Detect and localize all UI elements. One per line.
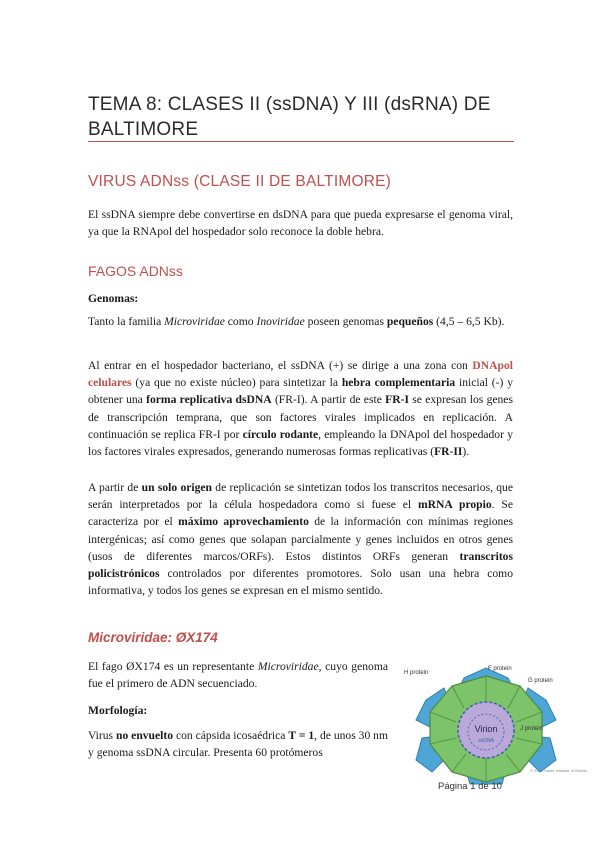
intro-paragraph: El ssDNA siempre debe convertirse en dsDNA para que pueda expresarse el genoma viral, ya que la RNApol del hospedador solo reconoce la doble hebra.	[88, 208, 513, 239]
section-heading-microviridae: Microviridae: ØX174	[88, 630, 218, 645]
morfologia-paragraph: Virus no envuelto con cápsida icosaédrica T = 1, de unos 30 nm y genoma ssDNA circular. Presenta 60 protómeros	[88, 729, 388, 760]
h-protein-label: H protein	[404, 670, 429, 676]
genomas-paragraph-1: Tanto la familia Microviridae como Inoviridae poseen genomas pequeños (4,5 – 6,5 Kb).	[88, 315, 505, 328]
genomas-paragraph-2: Al entrar en el hospedador bacteriano, el ssDNA (+) se dirige a una zona con DNApol celulares (ya que no existe núcleo) para sintetizar la hebra complementaria inicial (-) y obtener una forma replicativa dsDNA (FR-I). A partir de este FR-I se expresan los genes de transcripción temprana, que son factores virales implicados en replicación. A continuación se replica FR-I por círculo rodante, empleando la DNApol del hospedador y los factores virales expresados, generando numerosas formas replicativas (FR-II).	[88, 359, 513, 459]
ssdna-label: ssDNA	[478, 738, 494, 744]
page-footer: Página 1 de 10	[438, 781, 502, 792]
section-heading-virus-adnss: VIRUS ADNss (CLASE II DE BALTIMORE)	[88, 173, 391, 190]
genomas-paragraph-3: A partir de un solo origen de replicación se sintetizan todos los transcritos necesarios, que serán interpretados por la célula hospedadora como si fuese el mRNA propio. Se caracteriza por el máximo aprovechamiento de la información con mínimas regiones intergénicas; así como genes que solapan parcialmente y genes incluidos en otros genes (usos de diferentes marcos/ORFs). Estos distintos ORFs generan transcritos policistrónicos controlados por diferentes promotores. Solo usan una hebra como informativa, y todos los genes se expresan en el mismo sentido.	[88, 481, 514, 598]
virion-label: Virion	[474, 724, 498, 734]
section-heading-fagos-adnss: FAGOS ADNss	[88, 263, 183, 279]
g-protein-label: G protein	[528, 678, 553, 684]
phix174-virion-figure	[402, 660, 588, 785]
virion-diagram	[402, 660, 588, 785]
document-title: TEMA 8: CLASES II (ssDNA) Y III (dsRNA) DE BALTIMORE	[88, 94, 491, 140]
title-divider	[88, 141, 514, 142]
morfologia-label: Morfología:	[88, 704, 148, 717]
microviridae-paragraph-1: El fago ØX174 es un representante Microviridae, cuyo genoma fue el primero de ADN secuenciado.	[88, 660, 388, 691]
j-protein-label: J protein	[520, 726, 544, 732]
figure-credit: © 2010 Swiss Institute of Bioinfo	[530, 768, 588, 773]
f-protein-label: F protein	[488, 666, 512, 672]
genomas-label: Genomas:	[88, 292, 139, 305]
